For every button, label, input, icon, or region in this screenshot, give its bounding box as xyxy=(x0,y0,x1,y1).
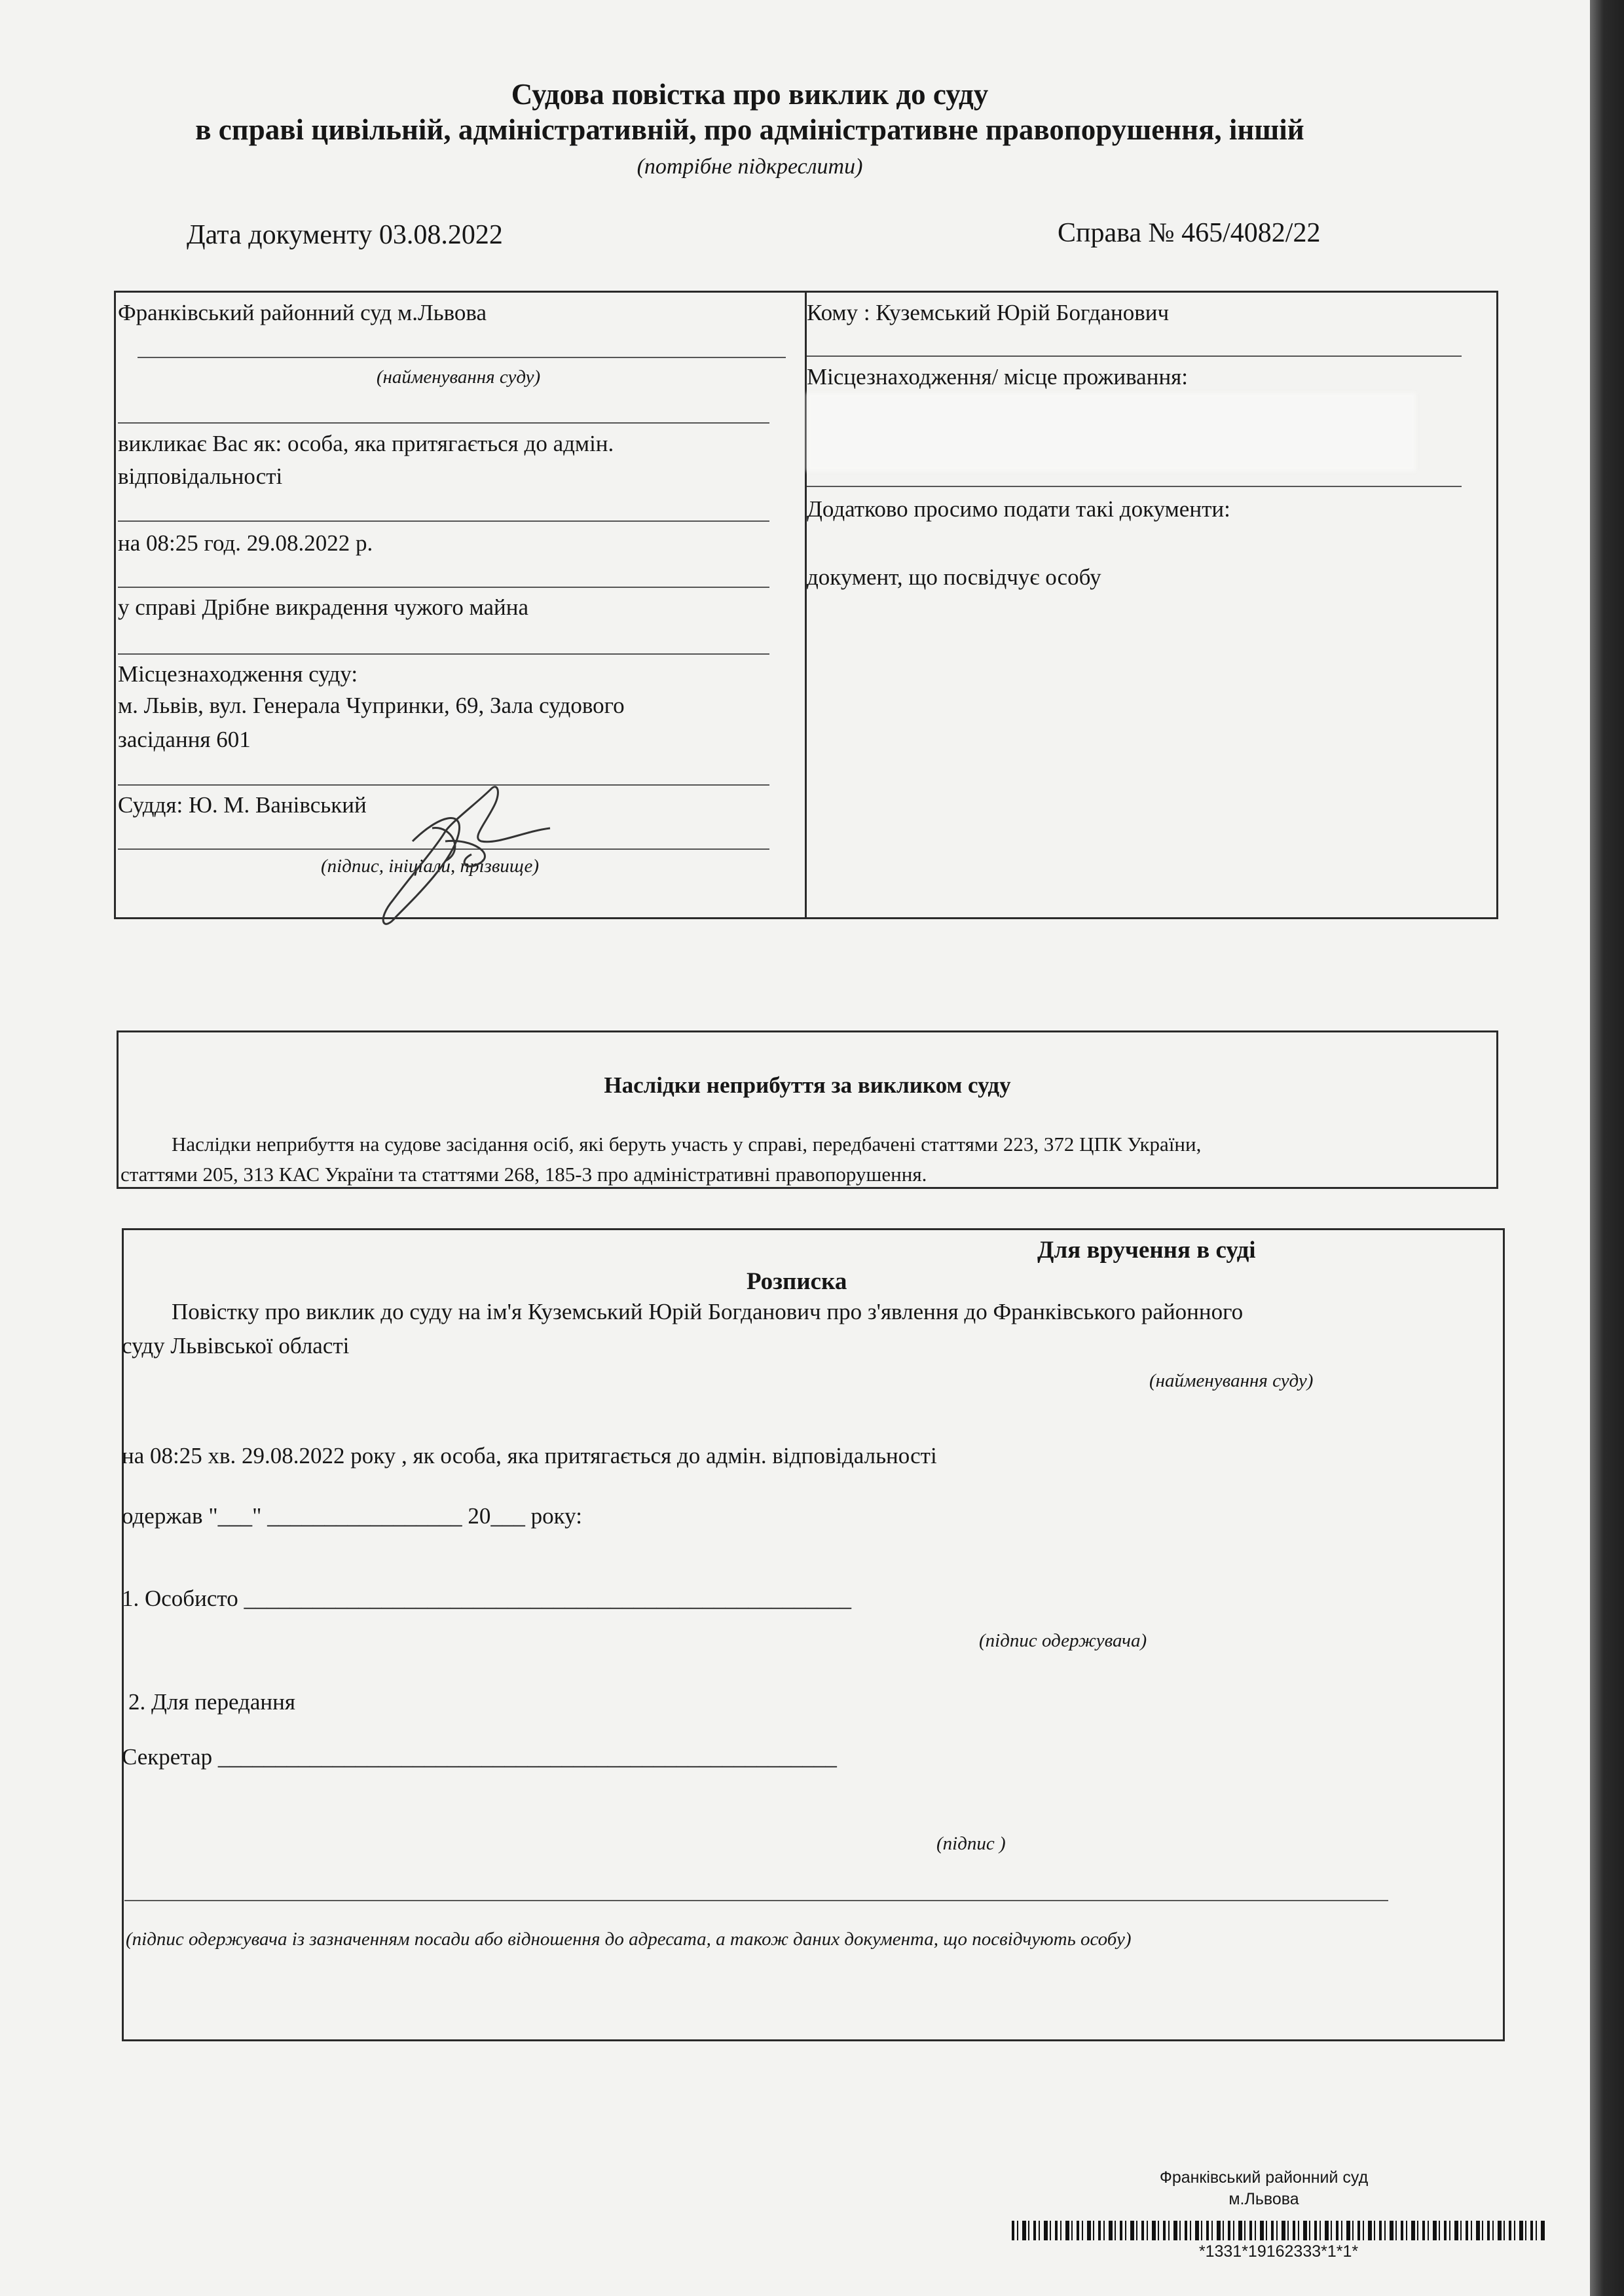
rule xyxy=(138,357,786,358)
barcode-text: *1331*19162333*1*1* xyxy=(1198,2242,1359,2261)
court-name: Франківський районний суд м.Львова xyxy=(118,300,487,325)
signature-caption: (підпис, ініціали, прізвище) xyxy=(321,856,540,877)
secretary-line: Секретар ______________________________________________________ xyxy=(122,1744,837,1770)
recipient-signature-caption: (підпис одержувача) xyxy=(979,1630,1147,1651)
residence-label: Місцезнаходження/ місце проживання: xyxy=(807,364,1188,390)
received-date-line: одержав "___" _________________ 20___ року: xyxy=(122,1503,582,1529)
rule xyxy=(118,520,769,522)
extra-documents-value: документ, що посвідчує особу xyxy=(807,564,1101,590)
for-transfer-line: 2. Для передання xyxy=(128,1689,295,1715)
receipt-line-1: Повістку про виклик до суду на ім'я Куземський Юрій Богданович про з'явлення до Франківського районного xyxy=(172,1299,1244,1324)
court-caption: (найменування суду) xyxy=(376,367,541,388)
court-delivery-note: Для вручення в суді xyxy=(1037,1237,1256,1264)
receipt-court-caption: (найменування суду) xyxy=(1149,1370,1314,1391)
consequences-text-2: статтями 205, 313 КАС України та статтями 268, 185-3 про адміністративні правопорушення. xyxy=(120,1163,927,1186)
court-location-label: Місцезнаходження суду: xyxy=(118,661,358,687)
court-location-line-1: м. Львів, вул. Генерала Чупринки, 69, Зала судового xyxy=(118,693,625,718)
case-number: Справа № 465/4082/22 xyxy=(1058,218,1321,248)
receipt-title: Розписка xyxy=(747,1268,847,1295)
rule xyxy=(807,486,1462,487)
receipt-time-line: на 08:25 хв. 29.08.2022 року , як особа, яка притягається до адмін. відповідальності xyxy=(122,1443,937,1468)
redacted-address xyxy=(807,393,1416,471)
judge-name: Суддя: Ю. М. Ванівський xyxy=(118,792,367,818)
title-line-2: в справі цивільній, адміністративній, про адміністративне правопорушення, іншій xyxy=(195,113,1304,146)
consequences-text-1: Наслідки неприбуття на судове засідання осіб, які беруть участь у справі, передбачені статтями 223, 372 ЦПК України, xyxy=(172,1133,1202,1156)
rule xyxy=(118,587,769,588)
underline-note: (потрібне підкреслити) xyxy=(637,155,863,179)
personally-line: 1. Особисто _____________________________________________________ xyxy=(122,1586,851,1611)
document-date: Дата документу 03.08.2022 xyxy=(187,220,503,250)
secretary-signature-caption: (підпис ) xyxy=(936,1833,1006,1854)
footer-court-2: м.Львова xyxy=(1228,2190,1299,2208)
hearing-time: на 08:25 год. 29.08.2022 р. xyxy=(118,530,373,556)
judge-signature xyxy=(367,776,557,933)
receipt-line-2: суду Львівської області xyxy=(122,1333,350,1358)
rule xyxy=(807,355,1462,357)
extra-documents-label: Додатково просимо подати такі документи: xyxy=(807,496,1230,522)
receipt-footer-caption: (підпис одержувача із зазначенням посади або відношення до адресата, а також даних документа, що посвідчують особу) xyxy=(126,1929,1132,1950)
title-line-1: Судова повістка про виклик до суду xyxy=(511,78,989,111)
scan-edge xyxy=(1590,0,1624,2296)
court-location-line-2: засідання 601 xyxy=(118,727,251,752)
barcode xyxy=(1012,2221,1545,2240)
rule xyxy=(118,422,769,424)
consequences-title: Наслідки неприбуття за викликом суду xyxy=(604,1072,1011,1098)
summons-as-line-2: відповідальності xyxy=(118,464,283,489)
summons-as-line-1: викликає Вас як: особа, яка притягається до адмін. xyxy=(118,431,614,456)
footer-court-1: Франківський районний суд xyxy=(1159,2168,1369,2187)
rule xyxy=(118,653,769,655)
recipient: Кому : Куземський Юрій Богданович xyxy=(807,300,1170,325)
rule xyxy=(124,1900,1388,1901)
case-subject: у справі Дрібне викрадення чужого майна xyxy=(118,594,529,620)
